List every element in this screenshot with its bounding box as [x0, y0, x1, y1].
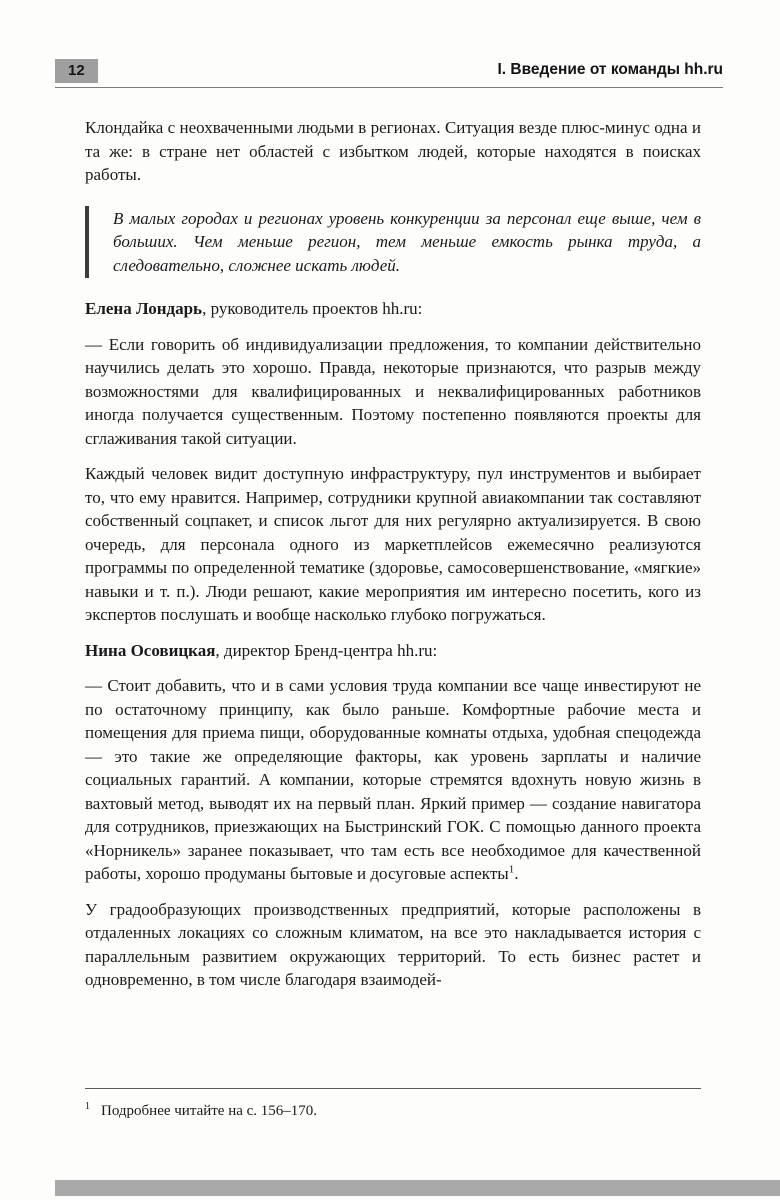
footnote-area — [85, 1088, 701, 1121]
page-content — [85, 116, 701, 1004]
page-header — [55, 59, 723, 83]
footnote — [85, 1097, 701, 1121]
paragraph-4-text: — Стоит добавить, что и в сами условия труда компании все чаще инвестируют не по остаточному принципу, как было раньше. Комфортные рабочие места и помещения для приема пищи, оборудованные комнаты отдыха, удобная спецодежда — это такие же определяющие факторы, как уровень зарплаты и наличие социальных гарантий. А компании, которые стремятся вдохнуть новую жизнь в вахтовый метод, выводят их на первый план. Яркий пример — создание навигатора для сотрудников, приезжающих на Быстринский ГОК. С помощью данного проекта «Норникель» заранее показывает, что там есть все необходимое для качественной работы, хорошо продуманы бытовые и досуговые аспекты — [85, 676, 701, 883]
header-rule — [55, 87, 723, 88]
footnote-text: Подробнее читайте на с. 156–170. — [101, 1103, 318, 1119]
page-edge-bar — [55, 1180, 780, 1196]
chapter-title: I. Введение от команды hh.ru — [497, 61, 723, 78]
speaker-role: , директор Бренд-центра hh.ru: — [215, 640, 438, 660]
footnote-rule — [85, 1088, 701, 1089]
paragraph-5: У градообразующих производственных предприятий, которые расположены в отдаленных локациях со сложным климатом, на все это накладывается история с параллельным развитием окружающих территорий. То есть бизнес растет и одновременно, в том числе благодаря взаимодей- — [85, 899, 701, 989]
speaker-line-1 — [85, 297, 701, 321]
speaker-role: , руководитель проектов hh.ru: — [202, 299, 423, 318]
paragraph-4 — [85, 674, 701, 886]
page-number: 12 — [55, 59, 98, 83]
paragraph-3: Каждый человек видит доступную инфраструктуру, пул инструментов и выбирает то, что ему нравится. Например, сотрудники крупной авиакомпании так составляют собственный соцпакет, и список льгот для них регулярно актуализируется. В свою очередь, для персонала одного из маркетплейсов ежемесячно реализуются программы по определенной тематике (здоровье, самосовершенствование, «мягкие» навыки и т. п.). Люди решают, какие мероприятия им интересно посетить, кого из экспертов послушать и вообще насколько глубоко погружаться. — [85, 464, 701, 624]
footnote-reference: 1 — [508, 863, 515, 876]
pull-quote-text: В малых городах и регионах уровень конкуренции за персонал еще выше, чем в больших. Чем меньше регион, тем меньше емкость рынка труда, а следовательно, сложнее искать людей. — [113, 208, 701, 275]
footnote-marker: 1 — [85, 1101, 90, 1112]
paragraph-2: — Если говорить об индивидуализации предложения, то компании действительно научились делать это хорошо. Правда, некоторые признаются, что разрыв между возможностями для квалифицированных и неквалифицированных работников иногда получается существенным. Поэтому постепенно появляются проекты для сглаживания такой ситуации. — [85, 334, 701, 448]
paragraph-4-tail: . — [514, 864, 519, 883]
speaker-line-2 — [85, 639, 701, 663]
speaker-name: Нина Осовицкая — [85, 640, 216, 660]
speaker-name: Елена Лондарь — [85, 299, 203, 318]
paragraph-1: Клондайка с неохваченными людьми в регионах. Ситуация везде плюс-минус одна и та же: в стране нет областей с избытком людей, которые находятся в поисках работы. — [85, 118, 701, 184]
pull-quote — [85, 206, 701, 279]
